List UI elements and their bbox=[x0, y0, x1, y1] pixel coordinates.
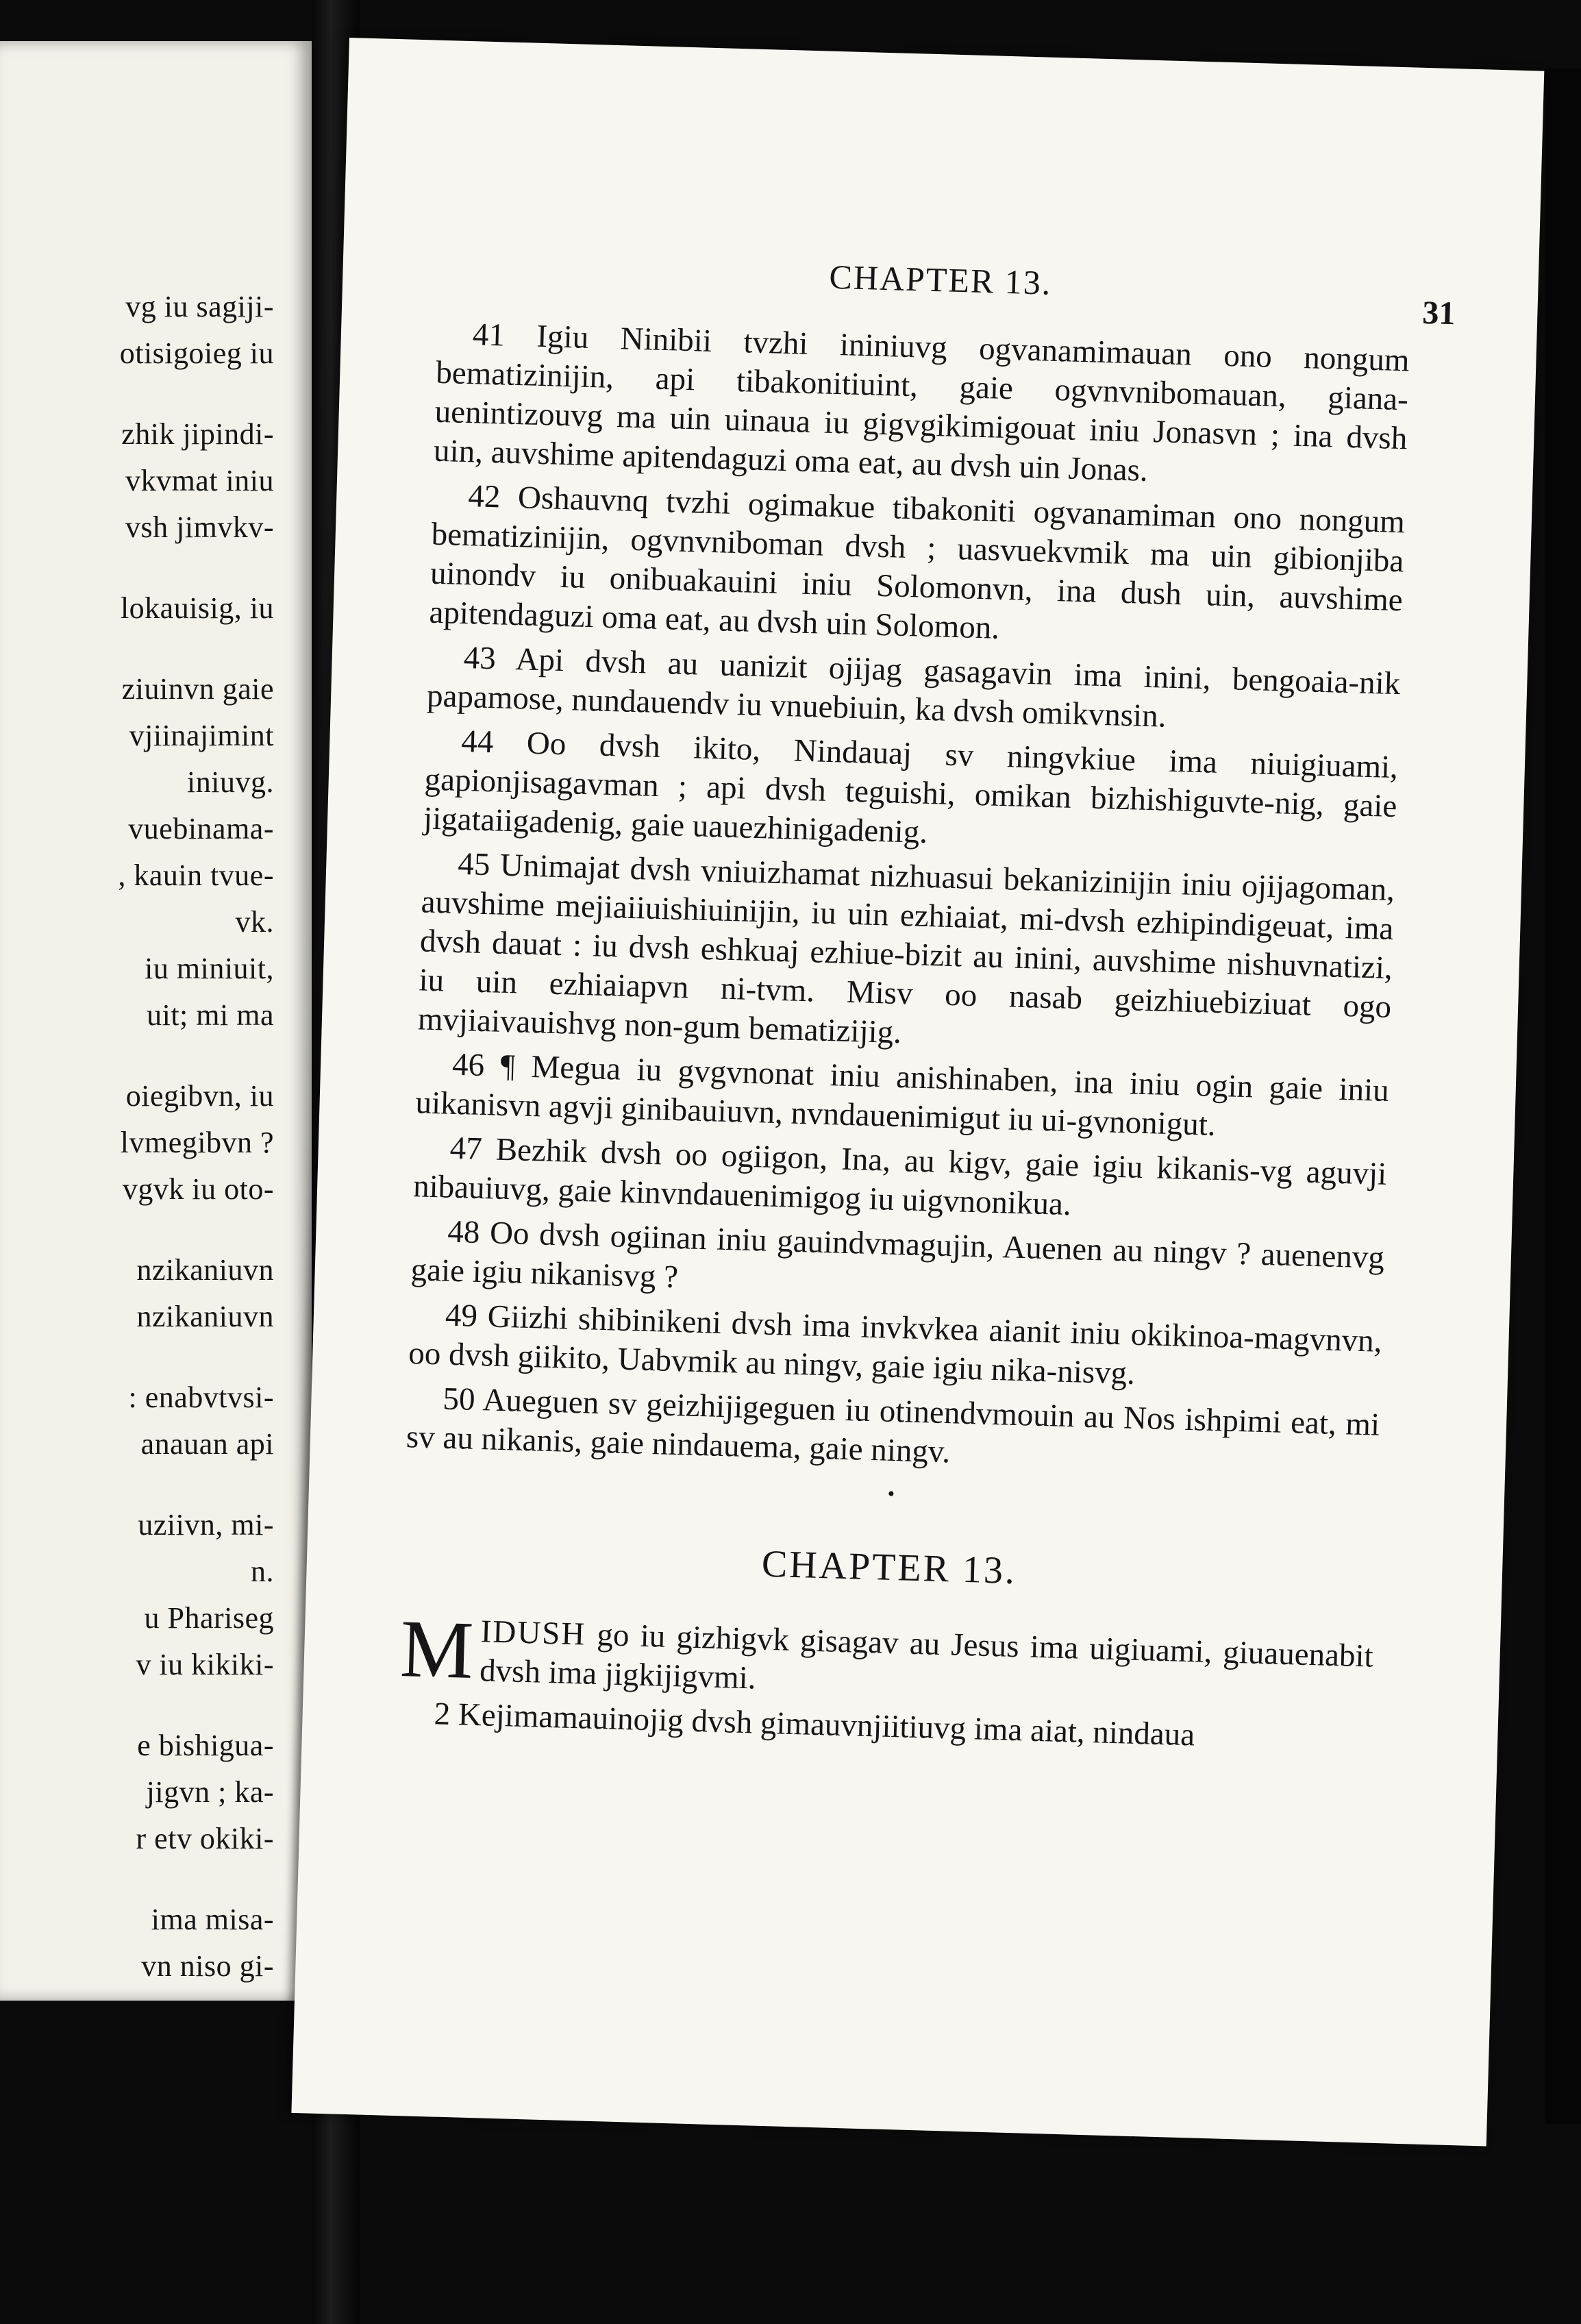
running-head: CHAPTER 13. bbox=[828, 257, 1053, 302]
left-page-line: : enabvtvsi- bbox=[128, 1381, 274, 1414]
text-block bbox=[398, 314, 1410, 1766]
left-page-line: iniuvg. bbox=[187, 765, 274, 799]
left-facing-page bbox=[0, 41, 312, 2001]
verse: 42 Oshauvnq tvzhi ogimakue tibakoniti ogvanamiman ono nongum bematizinijin, ogvnvniboman dvsh ; uasvuekvmik ma uin gibionjiba uinondv iu onibuakauini iniu Solomonvn, ina dush uin, auvshime apitendaguzi oma eat, au dvsh uin Solomon. bbox=[428, 478, 1406, 646]
left-page-line: vsh jimvkv- bbox=[125, 510, 274, 544]
verse: 48 Oo dvsh ogiinan iniu gauindvmagujin, Auenen au ningv ? auenenvg gaie igiu nikanisvg ? bbox=[410, 1213, 1385, 1296]
left-page-line: uziivn, mi- bbox=[138, 1508, 274, 1542]
first-verse-text: go iu gizhigvk gisagav au Jesus ima uigiuami, giuauenabit dvsh ima jigkijigvmi. bbox=[479, 1616, 1374, 1696]
left-page-line: r etv okiki- bbox=[136, 1822, 274, 1855]
left-page-line: vuebinama- bbox=[128, 812, 274, 845]
verse: 43 Api dvsh au uanizit ojijag gasagavin ima inini, bengoaia-nik papamose, nundauendv iu vnuebiuin, ka dvsh omikvnsin. bbox=[426, 640, 1401, 734]
verse: 45 Unimajat dvsh vniuizhamat nizhuasui bekanizinijin iniu ojijagoman, auvshime mejiaiiuishiuinijin, iu uin ezhiaiat, mi-dvsh ezhipindigeuat, ima dvsh dauat : iu dvsh eshkuaj ezhiue-bizit au inini, auvshime nishuvnatizi, iu uin ezhiaiapvn ni-tvm. Misv oo nasab geizhiuebiziuat ogo mvjiaivauishvg non-gum bematizijig. bbox=[417, 845, 1395, 1051]
verse: 49 Giizhi shibinikeni dvsh ima invkvkea aianit iniu okikinoa-magvnvn, oo dvsh giikito, Uabvmik au ningv, gaie igiu nika-nisvg. bbox=[408, 1297, 1383, 1392]
left-page-line: iu miniuit, bbox=[145, 952, 274, 985]
left-page-line: vn niso gi- bbox=[141, 1949, 274, 1983]
verse-list bbox=[406, 314, 1410, 1484]
verse: 47 Bezhik dvsh oo ogiigon, Ina, au kigv, gaie igiu kikanis-vg aguvji nibauiuvg, gaie kinvndauenimigog iu uigvnonikua. bbox=[412, 1130, 1387, 1223]
chapter-verse-2: 2 Kejimamauinojig dvsh gimauvnjiitiuvg ima aiat, nindaua bbox=[434, 1696, 1195, 1753]
first-word: IDUSH bbox=[480, 1614, 587, 1653]
left-page-line: zhik jipindi- bbox=[121, 417, 274, 451]
left-page-line: nzikaniuvn bbox=[136, 1300, 274, 1333]
chapter-heading: CHAPTER 13. bbox=[761, 1542, 1017, 1593]
left-page-line: vg iu sagiji- bbox=[125, 290, 274, 323]
left-page-line: ziuinvn gaie bbox=[121, 672, 274, 706]
right-page bbox=[291, 38, 1544, 2147]
left-page-line: vgvk iu oto- bbox=[122, 1172, 274, 1206]
left-page-line: uit; mi ma bbox=[147, 998, 274, 1032]
left-page-line: anauan api bbox=[140, 1427, 274, 1461]
separator-dot: • bbox=[887, 1482, 895, 1506]
left-page-line: v iu kikiki- bbox=[136, 1648, 274, 1681]
verse: 41 Igiu Ninibii tvzhi ininiuvg ogvanamimauan ono nongum bematizinijin, api tibakonitiuint, gaie ogvnvnibomauan, giana-uenintizouvg ma uin uinaua iu gigvgikimigouat iniu Jonasvn ; ina dvsh uin, auvshime apitendaguzi oma eat, au dvsh uin Jonas. bbox=[433, 317, 1410, 489]
verse: 46 ¶ Megua iu gvgvnonat iniu anishinaben, ina iniu ogin gaie iniu uikanisvn agvji ginibauiuvn, nvndauenimigut iu ui-gvnonigut. bbox=[414, 1046, 1390, 1143]
left-page-line: , kauin tvue- bbox=[118, 858, 274, 892]
left-page-line: lvmegibvn ? bbox=[120, 1126, 274, 1159]
page-edge-shadow bbox=[1545, 69, 1581, 2124]
left-page-line: e bishigua- bbox=[137, 1729, 274, 1762]
left-page-line: u Phariseg bbox=[144, 1601, 274, 1635]
left-page-line: n. bbox=[251, 1555, 274, 1588]
left-page-line: ima misa- bbox=[151, 1903, 274, 1936]
left-page-line: lokauisig, iu bbox=[120, 591, 274, 625]
left-page-line: oiegibvn, iu bbox=[125, 1079, 274, 1113]
left-page-line: vk. bbox=[235, 905, 274, 939]
left-page-line: otisigoieg iu bbox=[119, 336, 274, 370]
verse: 44 Oo dvsh ikito, Nindauaj sv ningvkiue ima niuigiuami, gapionjisagavman ; api dvsh teguishi, omikan bizhishiguvte-nig, gaie jigataiigadenig, gaie uauezhinigadenig. bbox=[423, 723, 1399, 851]
drop-cap: M bbox=[399, 1603, 475, 1696]
left-page-line: vkvmat iniu bbox=[125, 464, 274, 497]
page-number: 31 bbox=[1421, 294, 1456, 332]
left-page-line: jigvn ; ka- bbox=[146, 1775, 274, 1809]
verse: 50 Aueguen sv geizhijigeguen iu otinendvmouin au Nos ishpimi eat, mi sv au nikanis, gaie nindauema, gaie ningv. bbox=[406, 1381, 1380, 1470]
left-page-line: nzikaniuvn bbox=[136, 1253, 274, 1287]
left-page-line: vjiinajimint bbox=[129, 719, 274, 752]
